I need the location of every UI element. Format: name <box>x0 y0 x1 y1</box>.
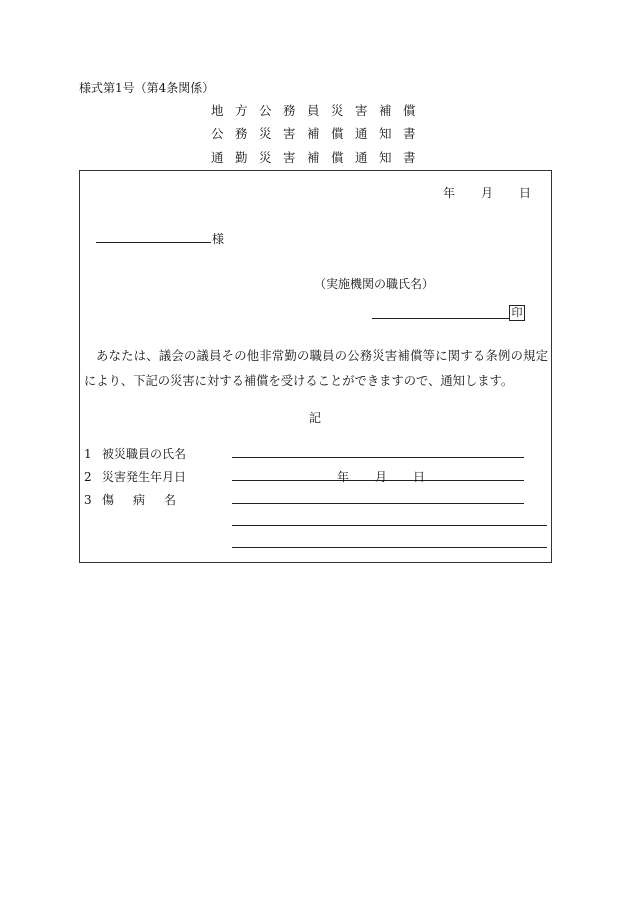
addressee-name-field[interactable] <box>96 242 211 243</box>
seal-box: 印 <box>509 305 525 321</box>
issuer-label: （実施機関の職氏名） <box>314 277 435 291</box>
addressee-suffix: 様 <box>212 232 225 246</box>
date-year-label: 年 <box>443 186 456 200</box>
employee-name-field[interactable] <box>232 457 524 458</box>
form-reference: 様式第1号（第4条関係） <box>79 81 215 95</box>
item-number: 2 <box>84 470 92 484</box>
item-injury-name <box>84 491 195 508</box>
issuer-name-field[interactable] <box>372 318 509 319</box>
incident-month-label: 月 <box>375 470 388 484</box>
item-label: 災害発生年月日 <box>102 470 187 484</box>
title-line-1: 地方公務員災害補償 <box>211 103 428 118</box>
item-label: 被災職員の氏名 <box>102 447 187 461</box>
date-month-label: 月 <box>481 186 494 200</box>
injury-name-field-extra-2[interactable] <box>232 547 547 548</box>
item-incident-date <box>84 468 186 485</box>
incident-day-label: 日 <box>413 470 426 484</box>
incident-year-label: 年 <box>337 470 350 484</box>
injury-name-field[interactable] <box>232 503 524 504</box>
date-day-label: 日 <box>519 186 532 200</box>
item-number: 3 <box>84 493 92 507</box>
item-injured-employee-name <box>84 445 186 462</box>
item-number: 1 <box>84 447 92 461</box>
title-line-3: 通勤災害補償通知書 <box>211 150 428 165</box>
injury-name-field-extra-1[interactable] <box>232 525 547 526</box>
ki-heading: 記 <box>309 411 322 425</box>
incident-date-labels <box>337 468 425 485</box>
title-line-2: 公務災害補償通知書 <box>211 126 428 141</box>
item-label: 傷病名 <box>102 493 196 507</box>
notice-body-text: あなたは、議会の議員その他非常勤の職員の公務災害補償等に関する条例の規定により、下記の災害に対する補償を受けることができますので、通知します。 <box>84 349 548 388</box>
notice-date <box>443 184 531 201</box>
